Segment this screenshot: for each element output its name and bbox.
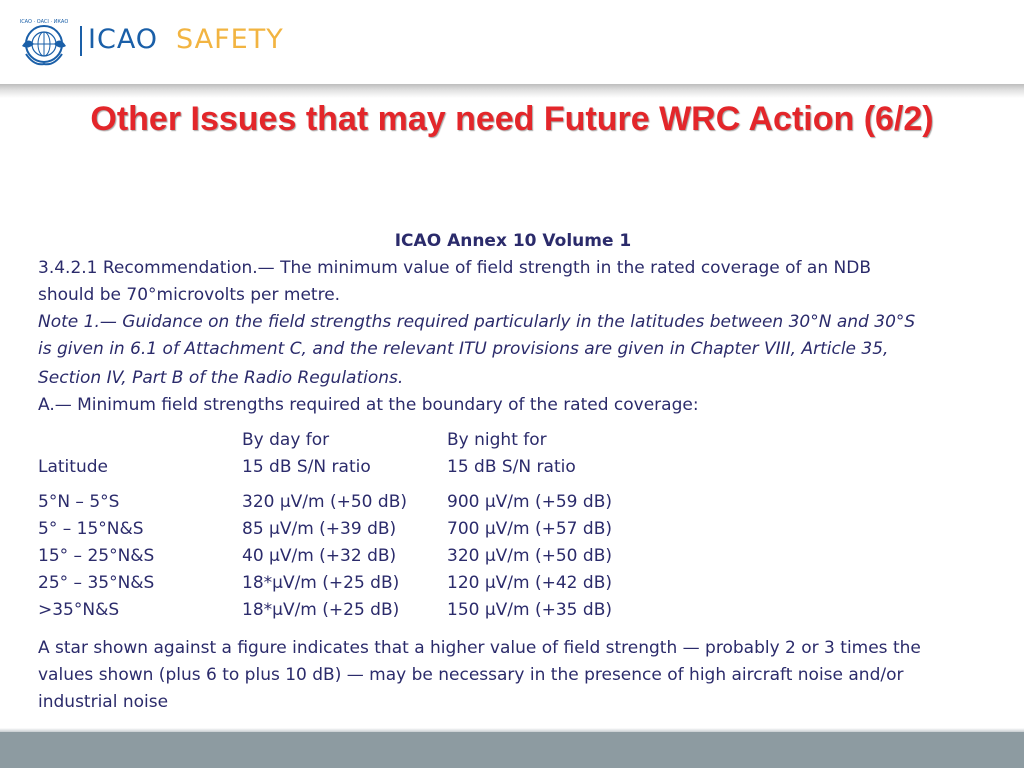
annex-heading: ICAO Annex 10 Volume 1 [394, 231, 632, 251]
table-header-row-1 [38, 427, 738, 454]
note-line-1: Note 1.— Guidance on the field strengths required particularly in the latitudes between 30°N and 30°S [38, 312, 916, 332]
table-cell: 900 µV/m (+59 dB) [447, 492, 612, 512]
star-note-line-3: industrial noise [38, 692, 169, 712]
icao-emblem-icon [16, 14, 72, 70]
logo-divider [80, 26, 82, 56]
note-line-2: is given in 6.1 of Attachment C, and the relevant ITU provisions are given in Chapter VIII, Article 35, [38, 339, 889, 359]
star-note-line-2: values shown (plus 6 to plus 10 dB) — may be necessary in the presence of high aircraft noise and/or [38, 665, 904, 685]
table-cell: >35°N&S [38, 600, 120, 620]
table-cell: 120 µV/m (+42 dB) [447, 573, 612, 593]
table-cell: 85 µV/m (+39 dB) [242, 519, 397, 539]
table-cell: 320 µV/m (+50 dB) [242, 492, 407, 512]
table-cell: 40 µV/m (+32 dB) [242, 546, 397, 566]
table-cell: 700 µV/m (+57 dB) [447, 519, 612, 539]
table-header-cell: Latitude [38, 457, 108, 477]
table-header-cell: 15 dB S/N ratio [242, 457, 371, 477]
table-header-cell: By night for [447, 430, 547, 450]
recommendation-line-1: 3.4.2.1 Recommendation.— The minimum value of field strength in the rated coverage of an NDB [38, 258, 871, 278]
emblem-text: ICAO · OACI · ИКАО [19, 19, 69, 25]
note-line-3: Section IV, Part B of the Radio Regulations. [38, 368, 404, 388]
table-row [38, 516, 738, 543]
header-shadow [0, 84, 1024, 98]
slide-title: Other Issues that may need Future WRC Action (6/2) [90, 100, 934, 138]
table-cell: 320 µV/m (+50 dB) [447, 546, 612, 566]
safety-logo-text: SAFETY [176, 24, 284, 55]
star-note-line-1: A star shown against a figure indicates that a higher value of field strength — probably 2 or 3 times the [38, 638, 921, 658]
table-cell: 5°N – 5°S [38, 492, 120, 512]
table-row [38, 543, 738, 570]
recommendation-line-2: should be 70°microvolts per metre. [38, 285, 341, 305]
table-row [38, 597, 738, 624]
table-header-cell: By day for [242, 430, 330, 450]
table-cell: 15° – 25°N&S [38, 546, 155, 566]
table-header-row-2 [38, 454, 738, 481]
table-cell: 5° – 15°N&S [38, 519, 144, 539]
table-cell: 150 µV/m (+35 dB) [447, 600, 612, 620]
table-cell: 18*µV/m (+25 dB) [242, 573, 400, 593]
slide-content [38, 228, 998, 716]
field-strength-table [38, 423, 998, 623]
footer-bar [0, 732, 1024, 768]
table-header-cell: 15 dB S/N ratio [447, 457, 576, 477]
icao-logo-text: ICAO [88, 24, 159, 55]
section-a-line: A.— Minimum field strengths required at the boundary of the rated coverage: [38, 395, 699, 415]
table-cell: 18*µV/m (+25 dB) [242, 600, 400, 620]
table-cell: 25° – 35°N&S [38, 573, 155, 593]
header [0, 0, 1024, 84]
table-row [38, 570, 738, 597]
table-row [38, 489, 738, 516]
